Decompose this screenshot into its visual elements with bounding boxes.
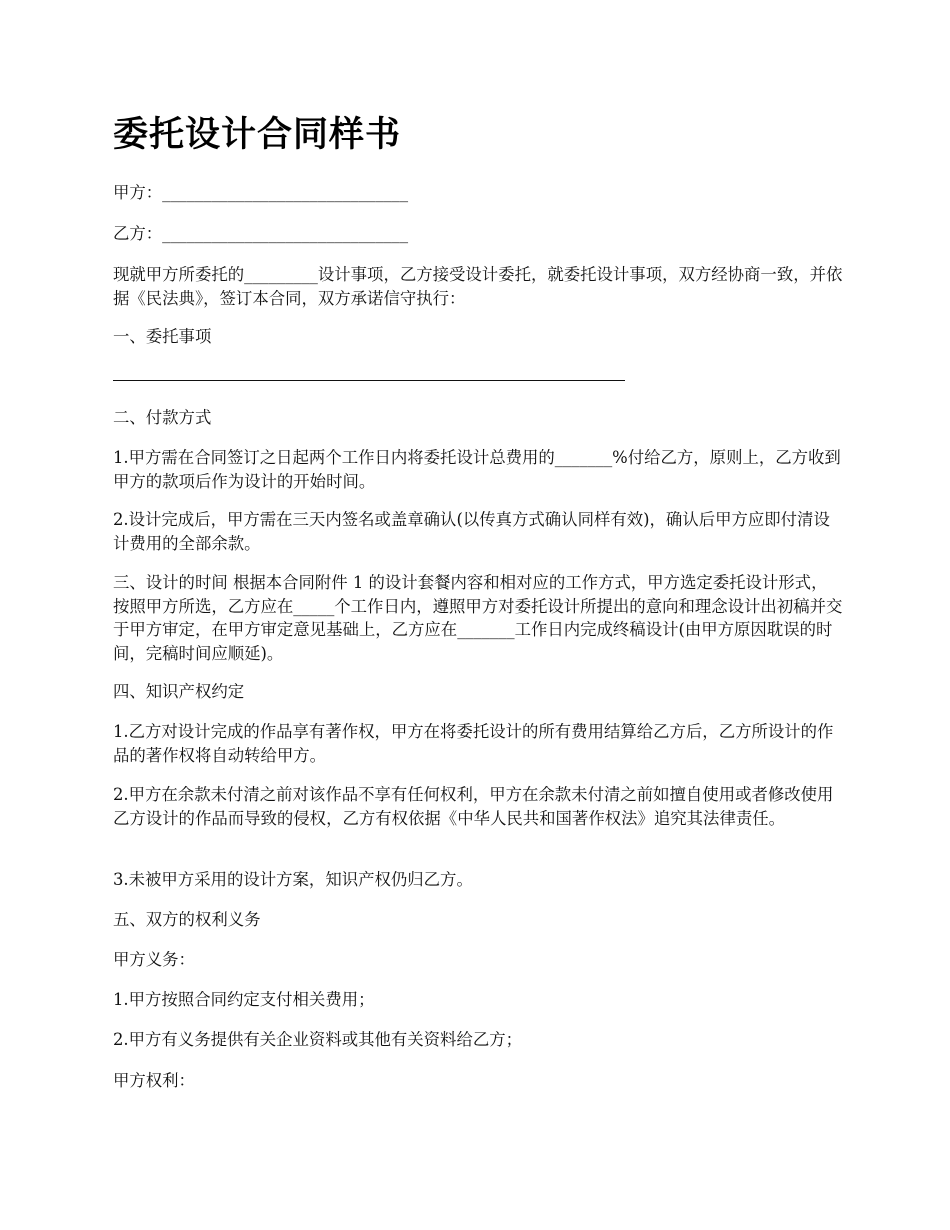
party-a-obligation-1: 1.甲方按照合同约定支付相关费用； <box>113 990 375 1009</box>
payment-clause-2: 2.设计完成后，甲方需在三天内签名或盖章确认(以传真方式确认同样有效)，确认后甲方应即付清设计费用的全部余款。 <box>113 510 830 553</box>
ip-clause-1: 1.乙方对设计完成的作品享有著作权，甲方在将委托设计的所有费用结算给乙方后，乙方所设计的作品的著作权将自动转给甲方。 <box>113 722 834 765</box>
section-design-schedule: 三、设计的时间 根据本合同附件 1 的设计套餐内容和相对应的工作方式，甲方选定委托设计形式，按照甲方所选，乙方应在_____个工作日内，遵照甲方对委托设计所提出的意向和理念设计出初稿并交于甲方审定，在甲方审定意见基础上，乙方应在_______工作日内完成终稿设计(由甲方原因耽误的时间，完稿时间应顺延)。 <box>113 573 843 663</box>
blank-fill-line <box>113 380 625 381</box>
section-heading-rights-obligations: 五、双方的权利义务 <box>113 910 261 929</box>
preamble-paragraph: 现就甲方所委托的_________设计事项，乙方接受设计委托，就委托设计事项，双方经协商一致，并依据《民法典》，签订本合同，双方承诺信守执行： <box>113 265 843 308</box>
party-a-obligations-heading: 甲方义务： <box>113 950 195 969</box>
party-b-line: 乙方：______________________________ <box>113 224 409 243</box>
ip-clause-3: 3.未被甲方采用的设计方案，知识产权仍归乙方。 <box>113 870 473 889</box>
section-heading-entrusted-matters: 一、委托事项 <box>113 327 212 346</box>
section-heading-payment: 二、付款方式 <box>113 408 212 427</box>
payment-clause-1: 1.甲方需在合同签订之日起两个工作日内将委托设计总费用的_______%付给乙方，原则上，乙方收到甲方的款项后作为设计的开始时间。 <box>113 448 841 491</box>
party-a-rights-heading: 甲方权利： <box>113 1071 195 1090</box>
party-a-line: 甲方：______________________________ <box>113 183 409 202</box>
section-heading-ip: 四、知识产权约定 <box>113 682 245 701</box>
ip-clause-2: 2.甲方在余款未付清之前对该作品不享有任何权利，甲方在余款未付清之前如擅自使用或者修改使用乙方设计的作品而导致的侵权，乙方有权依据《中华人民共和国著作权法》追究其法律责任。 <box>113 785 834 828</box>
document-title: 委托设计合同样书 <box>113 115 402 155</box>
party-a-obligation-2: 2.甲方有义务提供有关企业资料或其他有关资料给乙方； <box>113 1030 523 1049</box>
